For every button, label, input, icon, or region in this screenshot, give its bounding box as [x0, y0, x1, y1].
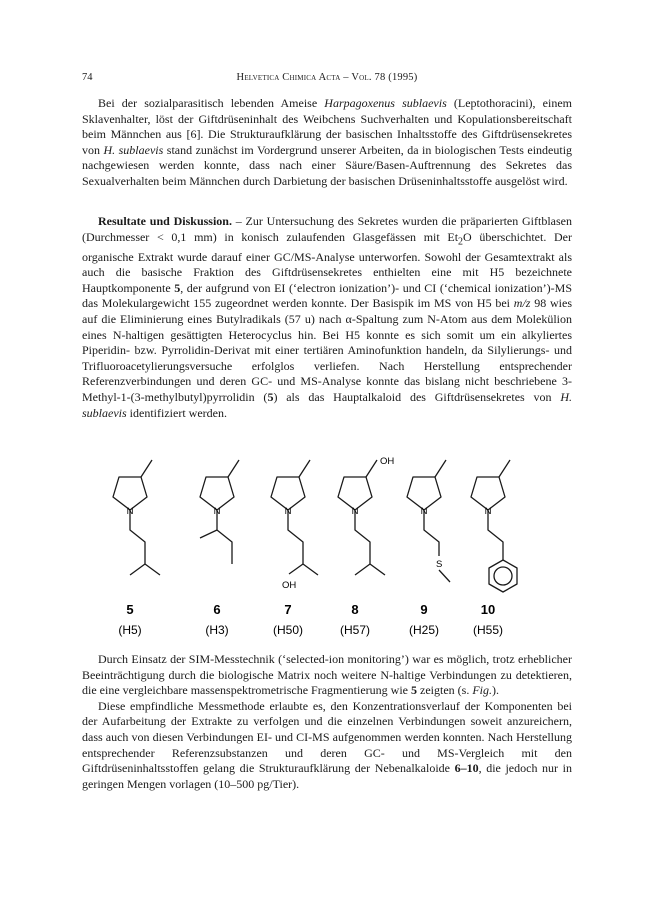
compound-code: (H55)	[472, 623, 504, 637]
compound-code: (H50)	[272, 623, 304, 637]
n-atom-9: N	[420, 506, 428, 517]
results-paragraph: Resultate und Diskussion. – Zur Untersuchung des Sekretes wurden die präparierten Giftblasen (Durchmesser < 0,1 mm) in konisch zulaufenden Glasgefässen mit $Et_2O$ überschichtet. Der organische Extrakt wurde darauf einer GC/MS-Analyse unterworfen. Sowohl der Gesamtextrakt als auch die basische Fraktion des Giftdrüsensekretes enthielten eine mit H5 bezeichnete Hauptkomponente 5, der aufgrund von EI (‘electron ionization’)- und CI (‘chemical ionization’)-MS das Molekulargewicht 155 zugeordnet werden konnte. Der Basispik im MS von H5 bei m/z 98 wies auf die Eliminierung eines Butylradikals (57 u) nach α-Spaltung zum N-Atom aus dem Molekülion eines N-haltigen gesättigten Heterocyclus hin. Bei H5 konnte es sich somit um ein alkyliertes Piperidin- bzw. Pyrrolidin-Derivat mit einer tertiären Aminofunktion handeln, da Silylierungs- und Trifluoroacetylierungsversuche erfolglos verliefen. Nach Herstellung entsprechender Referenzverbindungen und deren GC- und MS-Analyse konnte das bislang nicht beschriebene 3-Methyl-1-(3-methylbutyl)pyrrolidin (5) als das Hauptalkaloid des Giftdrüsensekretes von H. sublaevis identifiziert werden.	[82, 214, 573, 420]
atom-labels	[127, 456, 492, 591]
n-atom-6: N	[213, 506, 221, 517]
n-atom-5: N	[126, 506, 134, 517]
sim-paragraphs	[82, 652, 572, 792]
structure-figure	[82, 448, 582, 638]
compound-number: 9	[420, 602, 428, 617]
structure-drawings	[82, 448, 582, 638]
compound-code: (H3)	[205, 623, 229, 637]
section-heading: Resultate und Diskussion.	[98, 214, 232, 228]
compound-number: 10	[480, 602, 496, 617]
compound-number: 6	[213, 602, 221, 617]
n-atom-8: N	[351, 506, 359, 517]
compound-number: 5	[126, 602, 134, 617]
compound-codes	[118, 623, 503, 637]
page-number: 74	[82, 72, 93, 83]
compound-numbers	[126, 602, 495, 617]
structure-9	[407, 460, 450, 582]
compound-number: 7	[284, 602, 292, 617]
intro-paragraph: Bei der sozialparasitisch lebenden Ameise Harpagoxenus sublaevis (Leptothoracini), einem Sklavenhalter, löst der Giftdrüseninhalt des Weibchens Suchverhalten und Kopulationsbereitschaft beim Männchen aus [6]. Die Strukturaufklärung der basischen Inhaltsstoffe des Giftdrüsensekretes von H. sublaevis stand zunächst im Vordergrund unserer Arbeiten, da in biologischen Tests eindeutig nachgewiesen werden konnte, dass nach einer Säure/Basen-Auftrennung des Sekretes das Sexualverhalten beim Männchen durch Darbietung der basischen Drüseninhaltsstoffe ausgelöst wird.	[82, 96, 573, 188]
oh-label-7: OH	[282, 580, 297, 591]
structure-8	[338, 460, 385, 575]
sim-paragraph: Durch Einsatz der SIM-Messtechnik (‘selected-ion monitoring’) war es möglich, trotz erheblicher Beeinträchtigung durch die biologische Matrix noch weitere N-haltige Verbindungen zu detektieren, die eine vergleichbare massenspektrometrische Fragmentierung wie 5 zeigten (s. Fig.).	[82, 652, 572, 698]
s-atom-9: S	[436, 559, 443, 570]
oh-label-8: OH	[380, 456, 395, 467]
compound-code: (H5)	[118, 623, 142, 637]
n-atom-10: N	[484, 506, 492, 517]
compound-code: (H25)	[408, 623, 440, 637]
journal-title: Helvetica Chimica Acta – Vol. 78 (1995)	[236, 72, 418, 83]
structure-5	[113, 460, 160, 575]
structure-10	[471, 460, 517, 592]
compound-code: (H57)	[339, 623, 371, 637]
n-atom-7: N	[284, 506, 292, 517]
structure-7	[271, 460, 318, 575]
species-name: Harpagoxenus sublaevis	[324, 96, 447, 110]
compound-number: 8	[351, 602, 359, 617]
method-paragraph: Diese empfindliche Messmethode erlaubte es, den Konzentrationsverlauf der Komponenten bei der Aufarbeitung der Extrakte zu verfolgen und die einzelnen Verbindungen soweit anzureichern, dass auch von diesen Verbindungen EI- und CI-MS aufgenommen werden konnten. Nach Herstellung entsprechender Referenzsubstanzen und deren GC- und MS-Vergleich mit den Giftdrüseninhaltsstoffen gelang die Strukturaufklärung der Nebenalkaloide 6–10, die jedoch nur in geringen Mengen vorlagen (10–500 pg/Tier).	[82, 698, 572, 791]
